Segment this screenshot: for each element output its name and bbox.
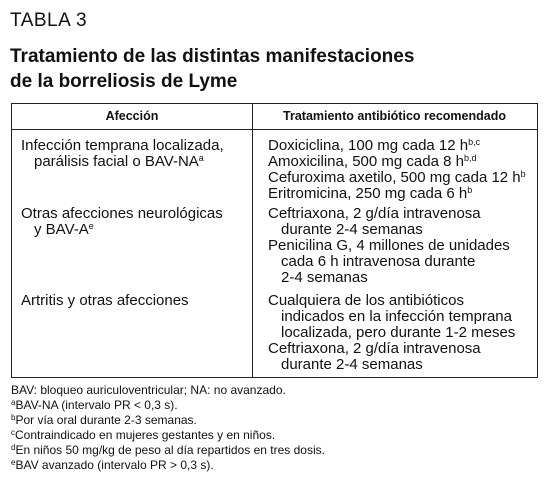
table-number: TABLA 3	[10, 10, 88, 31]
row-3-treatment	[268, 293, 538, 373]
title-line-2: de la borreliosis de Lyme	[10, 71, 238, 92]
treatment-line: Ceftriaxona, 2 g/día intravenosa	[268, 340, 481, 357]
row-3-condition	[21, 293, 249, 309]
header-condition: Afección	[105, 109, 159, 123]
footnote: BAV: bloqueo auriculoventricular; NA: no avanzado.	[11, 383, 286, 397]
treatment-line: cada 6 h intravenosa durante	[281, 253, 476, 270]
footnote: $^c$Contraindicado en mujeres gestantes y en niños.	[11, 428, 276, 442]
footnote: $^a$BAV-NA (intervalo PR < 0,3 s).	[11, 398, 178, 412]
treatment-line: Eritromicina, 250 mg cada 6 $h^b$	[268, 185, 473, 202]
condition-line: Artritis y otras afecciones	[21, 292, 189, 309]
condition-line: parálisis facial o BAV-$NA^a$	[34, 153, 204, 170]
column-divider	[252, 104, 253, 377]
treatment-line: indicados en la infección temprana	[281, 308, 512, 325]
treatment-line: Doxiciclina, 100 mg cada 12 $h^{b,c}$	[268, 137, 481, 154]
footnote: $^b$Por vía oral durante 2-3 semanas.	[11, 413, 197, 427]
table-title	[10, 44, 530, 94]
treatment-line: durante 2-4 semanas	[281, 356, 423, 373]
title-line-1: Tratamiento de las distintas manifestaciones	[10, 46, 415, 67]
treatment-line: Amoxicilina, 500 mg cada 8 $h^{b,d}$	[268, 153, 477, 170]
treatment-line: Ceftriaxona, 2 g/día intravenosa	[268, 205, 481, 222]
footnote: $^d$En niños 50 mg/kg de peso al día repartidos en tres dosis.	[11, 443, 325, 457]
condition-line: Infección temprana localizada,	[21, 137, 224, 154]
condition-line: y BAV-$A^e$	[34, 221, 94, 238]
row-1-condition	[21, 138, 249, 170]
condition-line: Otras afecciones neurológicas	[21, 205, 223, 222]
treatment-line: Cualquiera de los antibióticos	[268, 292, 464, 309]
treatment-line: Cefuroxima axetilo, 500 mg cada 12 $h^b$	[268, 169, 526, 186]
header-treatment: Tratamiento antibiótico recomendado	[283, 109, 506, 123]
footnote: $^e$BAV avanzado (intervalo PR > 0,3 s).	[11, 458, 214, 472]
row-2-treatment	[268, 206, 538, 286]
treatment-line: Penicilina G, 4 millones de unidades	[268, 237, 510, 254]
row-1-treatment	[268, 138, 538, 202]
treatment-table	[11, 103, 538, 378]
row-2-condition	[21, 206, 249, 238]
table-header-row	[12, 104, 537, 130]
treatment-line: durante 2-4 semanas	[281, 221, 423, 238]
treatment-line: 2-4 semanas	[281, 269, 368, 286]
table-footnotes	[11, 383, 541, 473]
treatment-line: localizada, pero durante 1-2 meses	[281, 324, 516, 341]
